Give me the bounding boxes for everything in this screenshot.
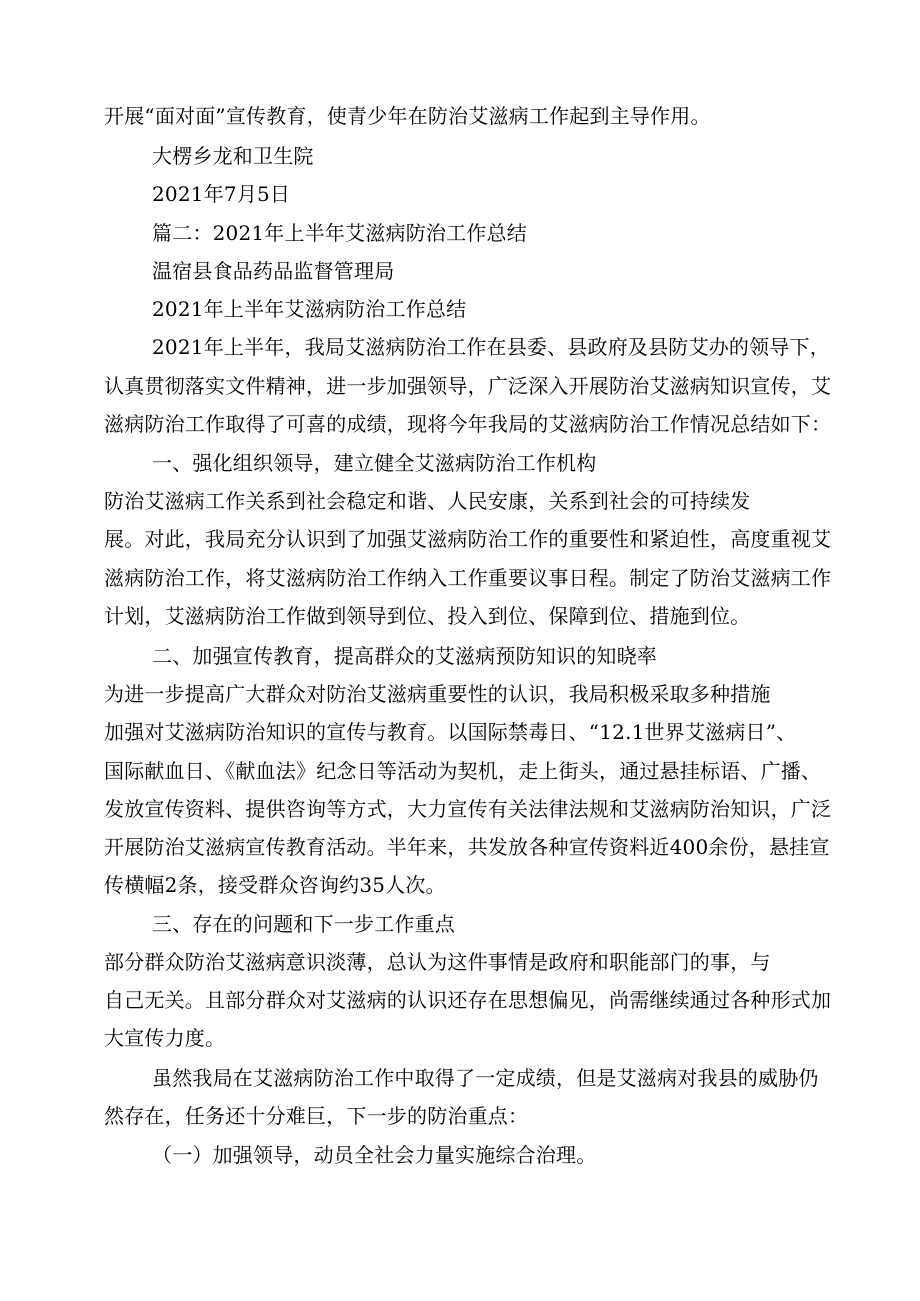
text-line: 传横幅2条，接受群众咨询约35人次。 [104,873,446,897]
text-line: 然存在，任务还十分难巨，下一步的防治重点： [104,1104,529,1128]
text-line: 开展“面对面”宣传教育，使青少年在防治艾滋病工作起到主导作用。 [104,104,711,128]
text-line: 加强对艾滋病防治知识的宣传与教育。以国际禁毒日、“12.1世界艾滋病日”、 [104,720,797,744]
section-heading: 三、存在的问题和下一步工作重点 [152,912,455,936]
text-line: （一）加强领导，动员全社会力量实施综合治理。 [152,1143,597,1167]
text-line: 2021年上半年，我局艾滋病防治工作在县委、县政府及县防艾办的领导下， [152,335,830,359]
text-line: 展。对此，我局充分认识到了加强艾滋病防治工作的重要性和紧迫性，高度重视艾 [104,527,832,551]
text-line: 篇二：2021年上半年艾滋病防治工作总结 [152,221,527,245]
text-line: 国际献血日、《献血法》纪念日等活动为契机，走上街头，通过悬挂标语、广播、 [104,759,822,783]
text-line: 大楞乡龙和卫生院 [152,144,314,168]
text-line: 滋病防治工作，将艾滋病防治工作纳入工作重要议事日程。制定了防治艾滋病工作 [104,566,832,590]
section-heading: 二、加强宣传教育，提高群众的艾滋病预防知识的知晓率 [152,644,657,668]
text-line: 虽然我局在艾滋病防治工作中取得了一定成绩，但是艾滋病对我县的威胁仍 [152,1066,819,1090]
text-line: 自己无关。且部分群众对艾滋病的认识还存在思想偏见，尚需继续通过各种形式加 [104,988,832,1012]
section-heading: 一、强化组织领导，建立健全艾滋病防治工作机构 [152,451,597,475]
text-line: 认真贯彻落实文件精神，进一步加强领导，广泛深入开展防治艾滋病知识宣传，艾 [104,374,832,398]
text-line: 滋病防治工作取得了可喜的成绩，现将今年我局的艾滋病防治工作情况总结如下： [104,412,832,436]
text-line: 2021年7月5日 [152,182,291,206]
text-line: 2021年上半年艾滋病防治工作总结 [152,297,467,321]
text-line: 部分群众防治艾滋病意识淡薄，总认为这件事情是政府和职能部门的事，与 [104,950,771,974]
text-line: 为进一步提高广大群众对防治艾滋病重要性的认识，我局积极采取多种措施 [104,682,771,706]
text-line: 发放宣传资料、提供咨询等方式，大力宣传有关法律法规和艾滋病防治知识，广泛 [104,797,832,821]
text-line: 温宿县食品药品监督管理局 [152,259,395,283]
text-line: 开展防治艾滋病宣传教育活动。半年来，共发放各种宣传资料近400余份，悬挂宣 [104,835,830,859]
text-line: 计划，艾滋病防治工作做到领导到位、投入到位、保障到位、措施到位。 [104,604,751,628]
text-line: 防治艾滋病工作关系到社会稳定和谐、人民安康，关系到社会的可持续发 [104,489,751,513]
text-line: 大宣传力度。 [104,1026,226,1050]
